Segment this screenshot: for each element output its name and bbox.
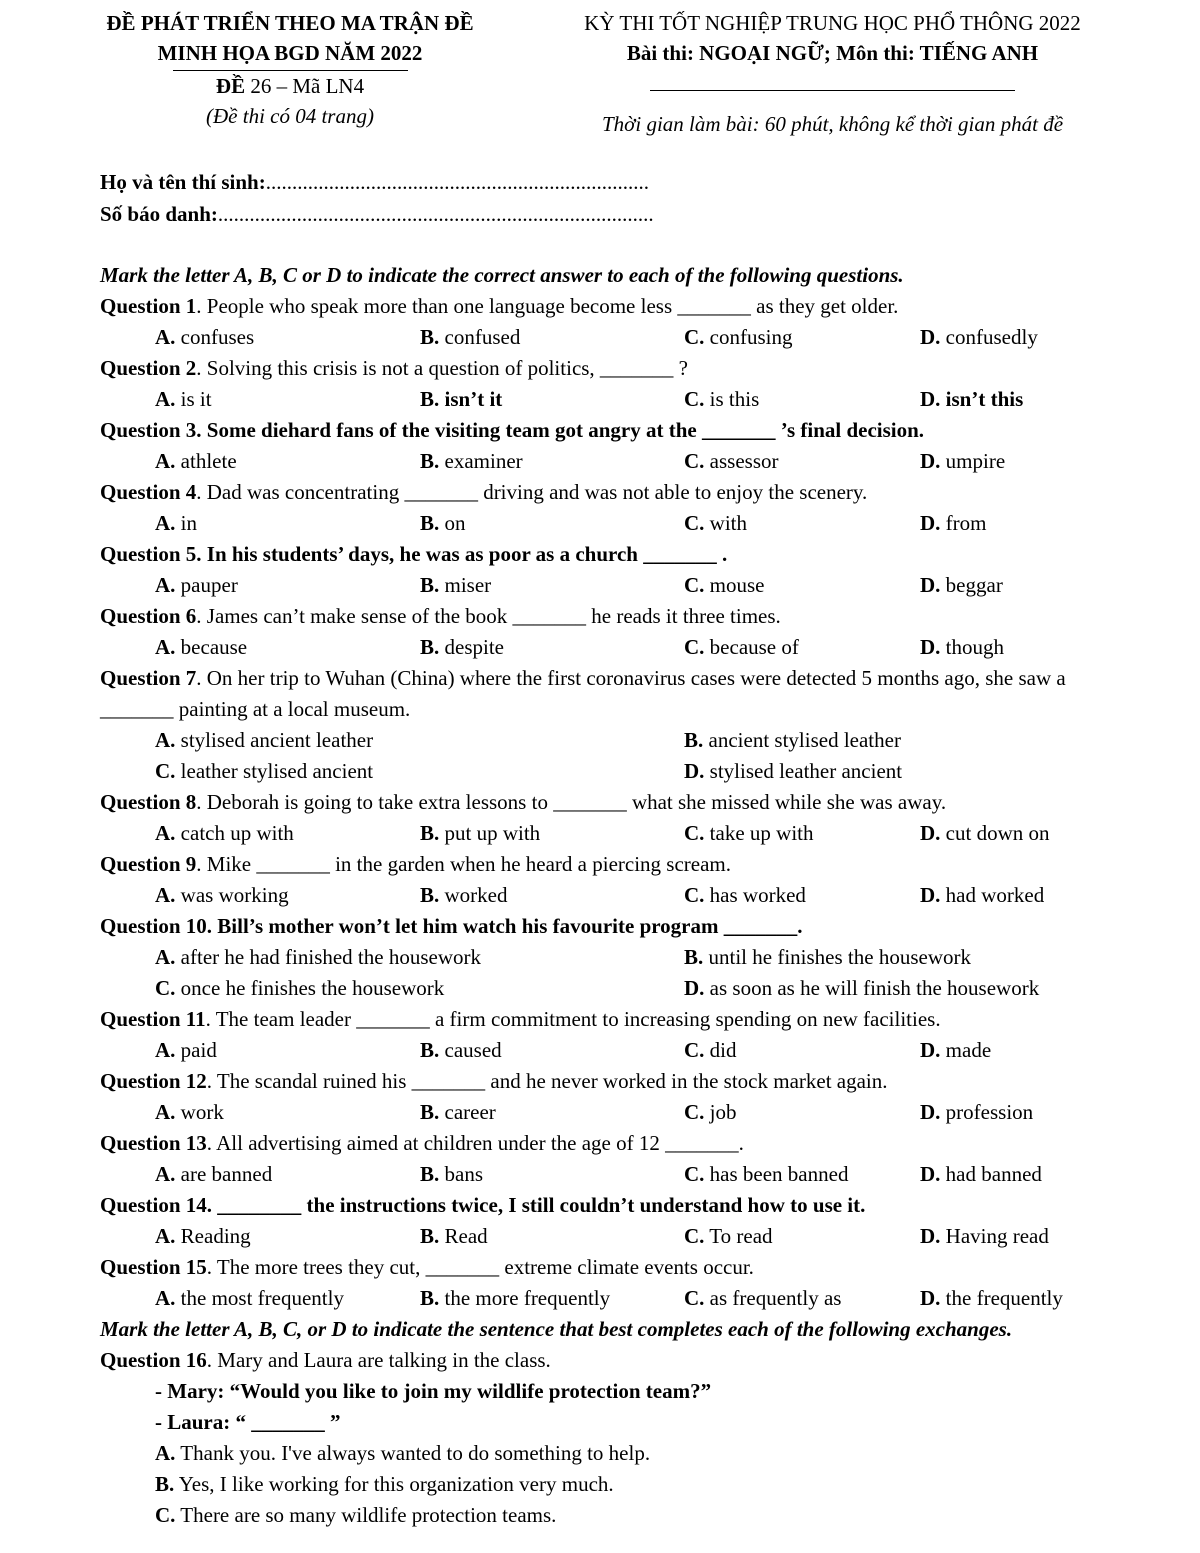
option-text: though bbox=[940, 635, 1005, 659]
question-text: . All advertising aimed at children under the age of 12 _______. bbox=[206, 1131, 744, 1155]
question-text: . Bill’s mother won’t let him watch his favourite program _______. bbox=[206, 914, 803, 938]
option-letter: A. bbox=[155, 1224, 176, 1248]
q3-option-d[interactable] bbox=[920, 446, 1005, 477]
option-text: cut down on bbox=[940, 821, 1050, 845]
option-letter: C. bbox=[684, 1286, 705, 1310]
option-letter: A. bbox=[155, 1441, 176, 1465]
q13-option-c[interactable] bbox=[684, 1159, 848, 1190]
option-text: until he finishes the housework bbox=[703, 945, 971, 969]
question-label: Question 2 bbox=[100, 356, 197, 380]
option-letter: C. bbox=[155, 759, 176, 783]
options-row bbox=[100, 1283, 1130, 1314]
option-letter: D. bbox=[920, 511, 941, 535]
option-text: assessor bbox=[704, 449, 779, 473]
option-letter: C. bbox=[684, 387, 705, 411]
question-label: Question 8 bbox=[100, 790, 197, 814]
options-row bbox=[100, 384, 1130, 415]
q2-option-c[interactable] bbox=[684, 384, 759, 415]
option-letter: B. bbox=[420, 449, 440, 473]
option-text: as soon as he will finish the housework bbox=[704, 976, 1040, 1000]
option-letter: D. bbox=[920, 573, 941, 597]
option-letter: C. bbox=[684, 1162, 705, 1186]
q5-option-b[interactable] bbox=[420, 570, 491, 601]
q13-option-a[interactable] bbox=[155, 1159, 272, 1190]
option-text: athlete bbox=[175, 449, 237, 473]
option-letter: D. bbox=[920, 1100, 941, 1124]
option-letter: C. bbox=[684, 1100, 705, 1124]
q10-option-b[interactable] bbox=[684, 942, 971, 973]
exam-title: KỲ THI TỐT NGHIỆP TRUNG HỌC PHỔ THÔNG 2022 bbox=[584, 11, 1081, 35]
option-text: because bbox=[175, 635, 248, 659]
option-text: are banned bbox=[175, 1162, 273, 1186]
q9-option-b[interactable] bbox=[420, 880, 508, 911]
option-letter: D. bbox=[920, 325, 941, 349]
q12-option-a[interactable] bbox=[155, 1097, 224, 1128]
option-letter: B. bbox=[420, 635, 440, 659]
option-letter: C. bbox=[155, 976, 176, 1000]
option-text: the frequently bbox=[940, 1286, 1063, 1310]
option-letter: A. bbox=[155, 945, 176, 969]
dialog-laura: - Laura: “ _______ ” bbox=[155, 1410, 341, 1434]
option-text: confuses bbox=[175, 325, 255, 349]
q14-option-c[interactable] bbox=[684, 1221, 773, 1252]
option-text: has worked bbox=[704, 883, 806, 907]
options-row bbox=[100, 446, 1130, 477]
option-text: career bbox=[439, 1100, 496, 1124]
q1-option-d[interactable] bbox=[920, 322, 1038, 353]
option-text: stylised leather ancient bbox=[704, 759, 903, 783]
option-letter: A. bbox=[155, 387, 176, 411]
q8-option-a[interactable] bbox=[155, 818, 294, 849]
question-6 bbox=[100, 601, 1130, 632]
option-letter: A. bbox=[155, 573, 176, 597]
option-text: bans bbox=[439, 1162, 484, 1186]
question-label: Question 16 bbox=[100, 1348, 207, 1372]
q9-option-c[interactable] bbox=[684, 880, 806, 911]
q16-option-c[interactable] bbox=[100, 1500, 1130, 1531]
option-letter: C. bbox=[684, 821, 705, 845]
question-1 bbox=[100, 291, 1130, 322]
option-letter: C. bbox=[684, 1038, 705, 1062]
option-letter: A. bbox=[155, 728, 176, 752]
question-3 bbox=[100, 415, 1130, 446]
header-left-line2: MINH HỌA BGD NĂM 2022 bbox=[157, 41, 423, 65]
option-text: in bbox=[175, 511, 198, 535]
question-label: Question 5 bbox=[100, 542, 197, 566]
header-left-line1: ĐỀ PHÁT TRIỂN THEO MA TRẬN ĐỀ bbox=[106, 11, 474, 35]
option-text: miser bbox=[439, 573, 492, 597]
options-row bbox=[100, 1035, 1130, 1066]
instruction-part2: Mark the letter A, B, C, or D to indicate the sentence that best completes each of the following exchanges. bbox=[100, 1317, 1013, 1341]
question-text: . Deborah is going to take extra lessons to _______ what she missed while she was away. bbox=[196, 790, 947, 814]
option-text: isn’t it bbox=[439, 387, 503, 411]
question-label: Question 9 bbox=[100, 852, 197, 876]
q8-option-c[interactable] bbox=[684, 818, 813, 849]
question-text: . Solving this crisis is not a question of politics, _______ ? bbox=[196, 356, 689, 380]
q10-option-c[interactable] bbox=[155, 973, 444, 1004]
option-letter: D. bbox=[684, 759, 705, 783]
option-text: the more frequently bbox=[439, 1286, 611, 1310]
q11-option-a[interactable] bbox=[155, 1035, 217, 1066]
question-text: . Mike _______ in the garden when he heard a piercing scream. bbox=[196, 852, 731, 876]
question-text: . Mary and Laura are talking in the class. bbox=[206, 1348, 551, 1372]
q14-option-a[interactable] bbox=[155, 1221, 251, 1252]
q15-option-d[interactable] bbox=[920, 1283, 1063, 1314]
option-text: paid bbox=[175, 1038, 217, 1062]
option-letter: B. bbox=[420, 821, 440, 845]
option-text: because of bbox=[704, 635, 799, 659]
exam-code-value: 26 – Mã LN4 bbox=[250, 74, 365, 98]
question-text: . In his students’ days, he was as poor as a church _______ . bbox=[196, 542, 728, 566]
option-letter: B. bbox=[684, 728, 704, 752]
option-letter: D. bbox=[920, 821, 941, 845]
option-letter: A. bbox=[155, 821, 176, 845]
question-text: . The more trees they cut, _______ extreme climate events occur. bbox=[206, 1255, 754, 1279]
option-text: despite bbox=[439, 635, 504, 659]
question-text: . James can’t make sense of the book _______ he reads it three times. bbox=[196, 604, 781, 628]
option-letter: B. bbox=[155, 1472, 175, 1496]
q6-option-d[interactable] bbox=[920, 632, 1004, 663]
option-letter: B. bbox=[420, 511, 440, 535]
option-letter: D. bbox=[920, 387, 941, 411]
question-label: Question 13 bbox=[100, 1131, 207, 1155]
option-text: after he had finished the housework bbox=[175, 945, 481, 969]
question-text: . People who speak more than one language become less _______ as they get older. bbox=[196, 294, 899, 318]
q5-option-d[interactable] bbox=[920, 570, 1003, 601]
option-letter: D. bbox=[920, 1224, 941, 1248]
option-text: There are so many wildlife protection teams. bbox=[175, 1503, 557, 1527]
dialog-mary-prefix: - Mary: bbox=[155, 1379, 230, 1403]
options-row bbox=[100, 570, 1130, 601]
option-text: once he finishes the housework bbox=[175, 976, 445, 1000]
header-left bbox=[70, 8, 510, 131]
question-text: . On her trip to Wuhan (China) where the first coronavirus cases were detected 5 months ago, she saw a _______ painting at a local museum. bbox=[100, 666, 1066, 721]
options-row bbox=[100, 756, 1130, 787]
q1-option-a[interactable] bbox=[155, 322, 254, 353]
q8-option-d[interactable] bbox=[920, 818, 1050, 849]
q7-option-c[interactable] bbox=[155, 756, 373, 787]
q9-option-a[interactable] bbox=[155, 880, 289, 911]
q3-option-a[interactable] bbox=[155, 446, 237, 477]
q11-option-c[interactable] bbox=[684, 1035, 737, 1066]
option-text: caused bbox=[439, 1038, 502, 1062]
option-letter: A. bbox=[155, 1038, 176, 1062]
option-letter: A. bbox=[155, 1100, 176, 1124]
q9-option-d[interactable] bbox=[920, 880, 1044, 911]
option-text: Reading bbox=[175, 1224, 251, 1248]
option-text: leather stylised ancient bbox=[175, 759, 374, 783]
question-5 bbox=[100, 539, 1130, 570]
question-label: Question 3 bbox=[100, 418, 197, 442]
options-row bbox=[100, 322, 1130, 353]
q8-option-b[interactable] bbox=[420, 818, 540, 849]
option-letter: A. bbox=[155, 883, 176, 907]
question-label: Question 1 bbox=[100, 294, 197, 318]
option-letter: C. bbox=[684, 1224, 705, 1248]
option-text: catch up with bbox=[175, 821, 294, 845]
option-text: beggar bbox=[940, 573, 1003, 597]
candidate-name-label: Họ và tên thí sinh: bbox=[100, 170, 266, 194]
question-text: . ________ the instructions twice, I still couldn’t understand how to use it. bbox=[206, 1193, 866, 1217]
questions bbox=[100, 291, 1130, 1314]
question-9 bbox=[100, 849, 1130, 880]
q2-option-a[interactable] bbox=[155, 384, 212, 415]
dialog-mary-line: “Would you like to join my wildlife protection team?” bbox=[229, 1379, 712, 1403]
option-letter: D. bbox=[920, 1038, 941, 1062]
question-label: Question 12 bbox=[100, 1069, 207, 1093]
q13-option-b[interactable] bbox=[420, 1159, 483, 1190]
question-label: Question 11 bbox=[100, 1007, 206, 1031]
question-label: Question 6 bbox=[100, 604, 197, 628]
option-letter: D. bbox=[920, 1162, 941, 1186]
option-text: Yes, I like working for this organization very much. bbox=[174, 1472, 614, 1496]
question-16 bbox=[100, 1345, 1130, 1376]
option-text: the most frequently bbox=[175, 1286, 344, 1310]
q12-option-c[interactable] bbox=[684, 1097, 737, 1128]
option-letter: C. bbox=[155, 1503, 176, 1527]
candidate-info bbox=[100, 166, 654, 230]
question-11 bbox=[100, 1004, 1130, 1035]
exam-code bbox=[70, 71, 510, 101]
q4-option-c[interactable] bbox=[684, 508, 747, 539]
q15-option-a[interactable] bbox=[155, 1283, 344, 1314]
option-text: on bbox=[439, 511, 466, 535]
q14-option-b[interactable] bbox=[420, 1221, 488, 1252]
option-text: worked bbox=[439, 883, 508, 907]
header-right bbox=[525, 8, 1140, 139]
q3-option-b[interactable] bbox=[420, 446, 523, 477]
page-count: (Đề thi có 04 trang) bbox=[206, 104, 374, 128]
q4-option-a[interactable] bbox=[155, 508, 197, 539]
q2-option-d[interactable] bbox=[920, 384, 1023, 415]
option-text: with bbox=[704, 511, 748, 535]
option-text: Thank you. I've always wanted to do something to help. bbox=[175, 1441, 651, 1465]
option-text: To read bbox=[704, 1224, 773, 1248]
question-13 bbox=[100, 1128, 1130, 1159]
option-letter: C. bbox=[684, 883, 705, 907]
q3-option-c[interactable] bbox=[684, 446, 779, 477]
option-text: stylised ancient leather bbox=[175, 728, 374, 752]
candidate-id-dots: ................................................................................... bbox=[217, 202, 654, 226]
options-row bbox=[100, 508, 1130, 539]
question-label: Question 15 bbox=[100, 1255, 207, 1279]
q6-option-a[interactable] bbox=[155, 632, 247, 663]
q15-option-c[interactable] bbox=[684, 1283, 841, 1314]
option-letter: B. bbox=[420, 1038, 440, 1062]
q4-option-b[interactable] bbox=[420, 508, 466, 539]
option-letter: B. bbox=[420, 325, 440, 349]
question-4 bbox=[100, 477, 1130, 508]
option-letter: B. bbox=[684, 945, 704, 969]
option-text: has been banned bbox=[704, 1162, 849, 1186]
options-row bbox=[100, 818, 1130, 849]
option-letter: A. bbox=[155, 1286, 176, 1310]
q10-option-d[interactable] bbox=[684, 973, 1039, 1004]
option-text: Read bbox=[439, 1224, 488, 1248]
option-text: is it bbox=[175, 387, 212, 411]
q1-option-b[interactable] bbox=[420, 322, 520, 353]
option-text: had banned bbox=[940, 1162, 1042, 1186]
q2-option-b[interactable] bbox=[420, 384, 502, 415]
q13-option-d[interactable] bbox=[920, 1159, 1042, 1190]
q7-option-b[interactable] bbox=[684, 725, 901, 756]
q1-option-c[interactable] bbox=[684, 322, 793, 353]
subject-line: Bài thi: NGOẠI NGỮ; Môn thi: TIẾNG ANH bbox=[626, 41, 1039, 65]
option-letter: A. bbox=[155, 1162, 176, 1186]
exam-code-prefix: ĐỀ bbox=[215, 74, 246, 98]
option-letter: B. bbox=[420, 1162, 440, 1186]
option-letter: C. bbox=[684, 635, 705, 659]
option-text: put up with bbox=[439, 821, 541, 845]
option-text: confused bbox=[439, 325, 521, 349]
option-letter: D. bbox=[920, 449, 941, 473]
candidate-id-label: Số báo danh: bbox=[100, 202, 218, 226]
option-letter: C. bbox=[684, 511, 705, 535]
options-row bbox=[100, 1097, 1130, 1128]
candidate-name-dots: ......................................................................... bbox=[265, 170, 649, 194]
option-letter: C. bbox=[684, 449, 705, 473]
question-12 bbox=[100, 1066, 1130, 1097]
option-text: take up with bbox=[704, 821, 814, 845]
question-text: . The scandal ruined his _______ and he never worked in the stock market again. bbox=[206, 1069, 888, 1093]
option-letter: B. bbox=[420, 573, 440, 597]
q10-option-a[interactable] bbox=[155, 942, 481, 973]
question-text: . The team leader _______ a firm commitment to increasing spending on new facilities. bbox=[205, 1007, 941, 1031]
option-letter: A. bbox=[155, 511, 176, 535]
option-letter: A. bbox=[155, 449, 176, 473]
question-7 bbox=[100, 663, 1130, 725]
option-text: isn’t this bbox=[940, 387, 1024, 411]
question-8 bbox=[100, 787, 1130, 818]
options-row bbox=[100, 973, 1130, 1004]
question-10 bbox=[100, 911, 1130, 942]
option-text: from bbox=[940, 511, 987, 535]
q7-option-d[interactable] bbox=[684, 756, 902, 787]
q16-option-a[interactable] bbox=[100, 1438, 1130, 1469]
option-letter: D. bbox=[920, 883, 941, 907]
question-15 bbox=[100, 1252, 1130, 1283]
question-list bbox=[100, 260, 1130, 1531]
option-letter: D. bbox=[684, 976, 705, 1000]
q5-option-a[interactable] bbox=[155, 570, 238, 601]
question-label: Question 4 bbox=[100, 480, 197, 504]
question-text: . Dad was concentrating _______ driving and was not able to enjoy the scenery. bbox=[196, 480, 868, 504]
option-letter: B. bbox=[420, 1100, 440, 1124]
candidate-id-line bbox=[100, 198, 654, 230]
q12-option-b[interactable] bbox=[420, 1097, 496, 1128]
option-text: is this bbox=[704, 387, 760, 411]
option-letter: B. bbox=[420, 1286, 440, 1310]
option-text: had worked bbox=[940, 883, 1045, 907]
question-label: Question 7 bbox=[100, 666, 197, 690]
option-letter: B. bbox=[420, 387, 440, 411]
dialog-mary bbox=[100, 1376, 1130, 1407]
time-note: Thời gian làm bài: 60 phút, không kể thời gian phát đề bbox=[601, 112, 1064, 136]
option-letter: A. bbox=[155, 635, 176, 659]
question-text: . Some diehard fans of the visiting team got angry at the _______ ’s final decision. bbox=[196, 418, 925, 442]
option-text: work bbox=[175, 1100, 224, 1124]
q6-option-c[interactable] bbox=[684, 632, 799, 663]
question-label: Question 10 bbox=[100, 914, 207, 938]
q15-option-b[interactable] bbox=[420, 1283, 610, 1314]
option-text: confusedly bbox=[940, 325, 1038, 349]
q14-option-d[interactable] bbox=[920, 1221, 1049, 1252]
options-row bbox=[100, 1221, 1130, 1252]
option-text: mouse bbox=[704, 573, 765, 597]
option-letter: D. bbox=[920, 635, 941, 659]
option-text: confusing bbox=[704, 325, 793, 349]
q11-option-d[interactable] bbox=[920, 1035, 991, 1066]
option-text: made bbox=[940, 1038, 992, 1062]
options-row bbox=[100, 942, 1130, 973]
options-row bbox=[100, 1159, 1130, 1190]
question-14 bbox=[100, 1190, 1130, 1221]
question-2 bbox=[100, 353, 1130, 384]
q4-option-d[interactable] bbox=[920, 508, 987, 539]
question-label: Question 14 bbox=[100, 1193, 207, 1217]
q12-option-d[interactable] bbox=[920, 1097, 1033, 1128]
option-letter: B. bbox=[420, 1224, 440, 1248]
instruction-part1: Mark the letter A, B, C or D to indicate the correct answer to each of the following questions. bbox=[100, 263, 904, 287]
option-text: ancient stylised leather bbox=[703, 728, 901, 752]
header-right-divider bbox=[650, 90, 1015, 91]
option-text: umpire bbox=[940, 449, 1006, 473]
q16-option-b[interactable] bbox=[100, 1469, 1130, 1500]
option-letter: C. bbox=[684, 573, 705, 597]
option-text: as frequently as bbox=[704, 1286, 842, 1310]
option-text: pauper bbox=[175, 573, 238, 597]
option-text: profession bbox=[940, 1100, 1034, 1124]
option-text: job bbox=[704, 1100, 737, 1124]
option-text: was working bbox=[175, 883, 289, 907]
q7-option-a[interactable] bbox=[155, 725, 373, 756]
options-row bbox=[100, 632, 1130, 663]
q6-option-b[interactable] bbox=[420, 632, 504, 663]
q5-option-c[interactable] bbox=[684, 570, 765, 601]
option-letter: A. bbox=[155, 325, 176, 349]
option-text: Having read bbox=[940, 1224, 1049, 1248]
option-letter: B. bbox=[420, 883, 440, 907]
options-row bbox=[100, 725, 1130, 756]
options-row bbox=[100, 880, 1130, 911]
candidate-name-line bbox=[100, 166, 654, 198]
option-text: did bbox=[704, 1038, 737, 1062]
q11-option-b[interactable] bbox=[420, 1035, 502, 1066]
option-letter: D. bbox=[920, 1286, 941, 1310]
option-text: examiner bbox=[439, 449, 523, 473]
option-letter: C. bbox=[684, 325, 705, 349]
